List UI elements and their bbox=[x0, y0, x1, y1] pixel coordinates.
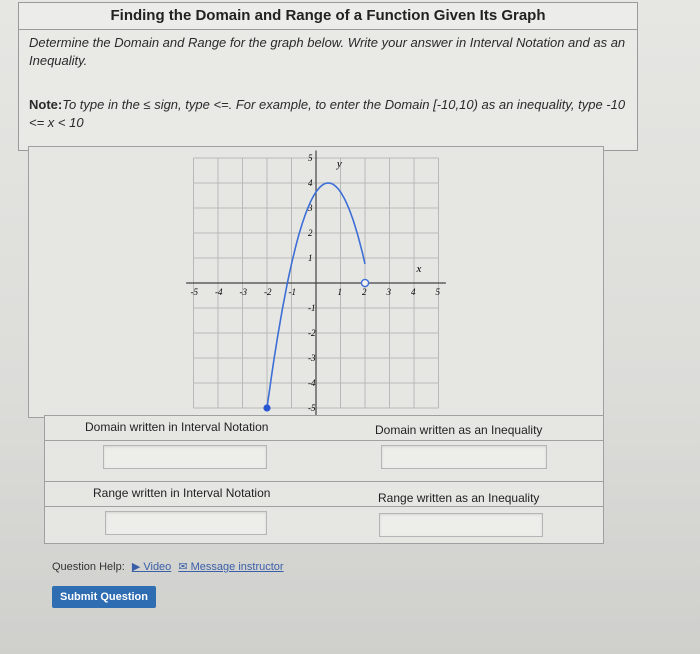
domain-answer-row bbox=[44, 440, 604, 482]
message-instructor-link[interactable] bbox=[178, 561, 283, 573]
note-part-1: To type in the bbox=[62, 97, 140, 112]
closed-endpoint bbox=[263, 404, 270, 411]
instructions-text: Determine the Domain and Range for the graph below. Write your answer in Interval Notation and as an Inequality. bbox=[29, 35, 626, 68]
domain-label-row bbox=[44, 415, 604, 441]
y-tick-label: -2 bbox=[308, 328, 316, 338]
range-inequality-input[interactable] bbox=[379, 513, 543, 537]
x-tick-label: 2 bbox=[362, 287, 367, 297]
x-tick-label: -4 bbox=[215, 287, 223, 297]
domain-inequality-input[interactable] bbox=[381, 445, 547, 469]
y-tick-label: 2 bbox=[308, 228, 313, 238]
x-tick-label: 3 bbox=[386, 287, 391, 297]
video-icon: ▶ bbox=[131, 561, 141, 573]
x-tick-label: 5 bbox=[435, 287, 440, 297]
domain-inequality-label: Domain written as an Inequality bbox=[375, 423, 543, 437]
x-tick-label: -3 bbox=[239, 287, 247, 297]
x-tick-label: 4 bbox=[411, 287, 416, 297]
instructions-panel bbox=[18, 29, 638, 151]
less-equal-symbol: ≤ bbox=[143, 97, 151, 112]
domain-interval-input[interactable] bbox=[103, 445, 267, 469]
note-text bbox=[29, 96, 629, 132]
open-endpoint bbox=[361, 279, 368, 286]
domain-interval-label: Domain written in Interval Notation bbox=[85, 420, 269, 434]
video-link-text: Video bbox=[143, 561, 172, 573]
range-answer-row bbox=[44, 506, 604, 544]
y-tick-label: 4 bbox=[308, 178, 313, 188]
y-tick-label: 1 bbox=[308, 253, 313, 263]
question-help-label: Question Help: bbox=[52, 561, 125, 573]
y-axis-label: y bbox=[336, 157, 342, 170]
x-tick-label: -5 bbox=[190, 287, 198, 297]
x-tick-label: -1 bbox=[288, 287, 296, 297]
title-bar bbox=[18, 2, 638, 30]
message-link-text: Message instructor bbox=[190, 561, 284, 573]
y-tick-label: 3 bbox=[308, 203, 313, 213]
submit-question-button[interactable]: Submit Question bbox=[52, 586, 156, 608]
page-title: Finding the Domain and Range of a Function Given Its Graph bbox=[110, 7, 546, 24]
y-tick-label: -5 bbox=[308, 403, 316, 413]
function-graph bbox=[190, 146, 464, 413]
range-interval-input[interactable] bbox=[105, 511, 267, 535]
envelope-icon: ✉ bbox=[178, 561, 188, 573]
y-tick-label: -3 bbox=[308, 353, 316, 363]
range-label-row bbox=[44, 481, 604, 507]
range-inequality-label: Range written as an Inequality bbox=[378, 491, 540, 505]
x-tick-label: -2 bbox=[264, 287, 272, 297]
y-tick-label: -4 bbox=[308, 378, 316, 388]
x-axis-label: x bbox=[416, 262, 422, 275]
y-tick-label: 5 bbox=[308, 153, 313, 163]
note-part-2: sign, type <=. For example, to enter the Domain [-10,10) as an inequality, type -10 <= x < 10 bbox=[29, 97, 626, 130]
x-tick-label: 1 bbox=[337, 287, 342, 297]
video-link[interactable] bbox=[132, 561, 171, 573]
graph-axes bbox=[186, 151, 446, 416]
note-label: Note: bbox=[29, 97, 63, 112]
y-tick-label: -1 bbox=[308, 303, 316, 313]
range-interval-label: Range written in Interval Notation bbox=[93, 486, 271, 500]
question-help bbox=[52, 560, 284, 573]
